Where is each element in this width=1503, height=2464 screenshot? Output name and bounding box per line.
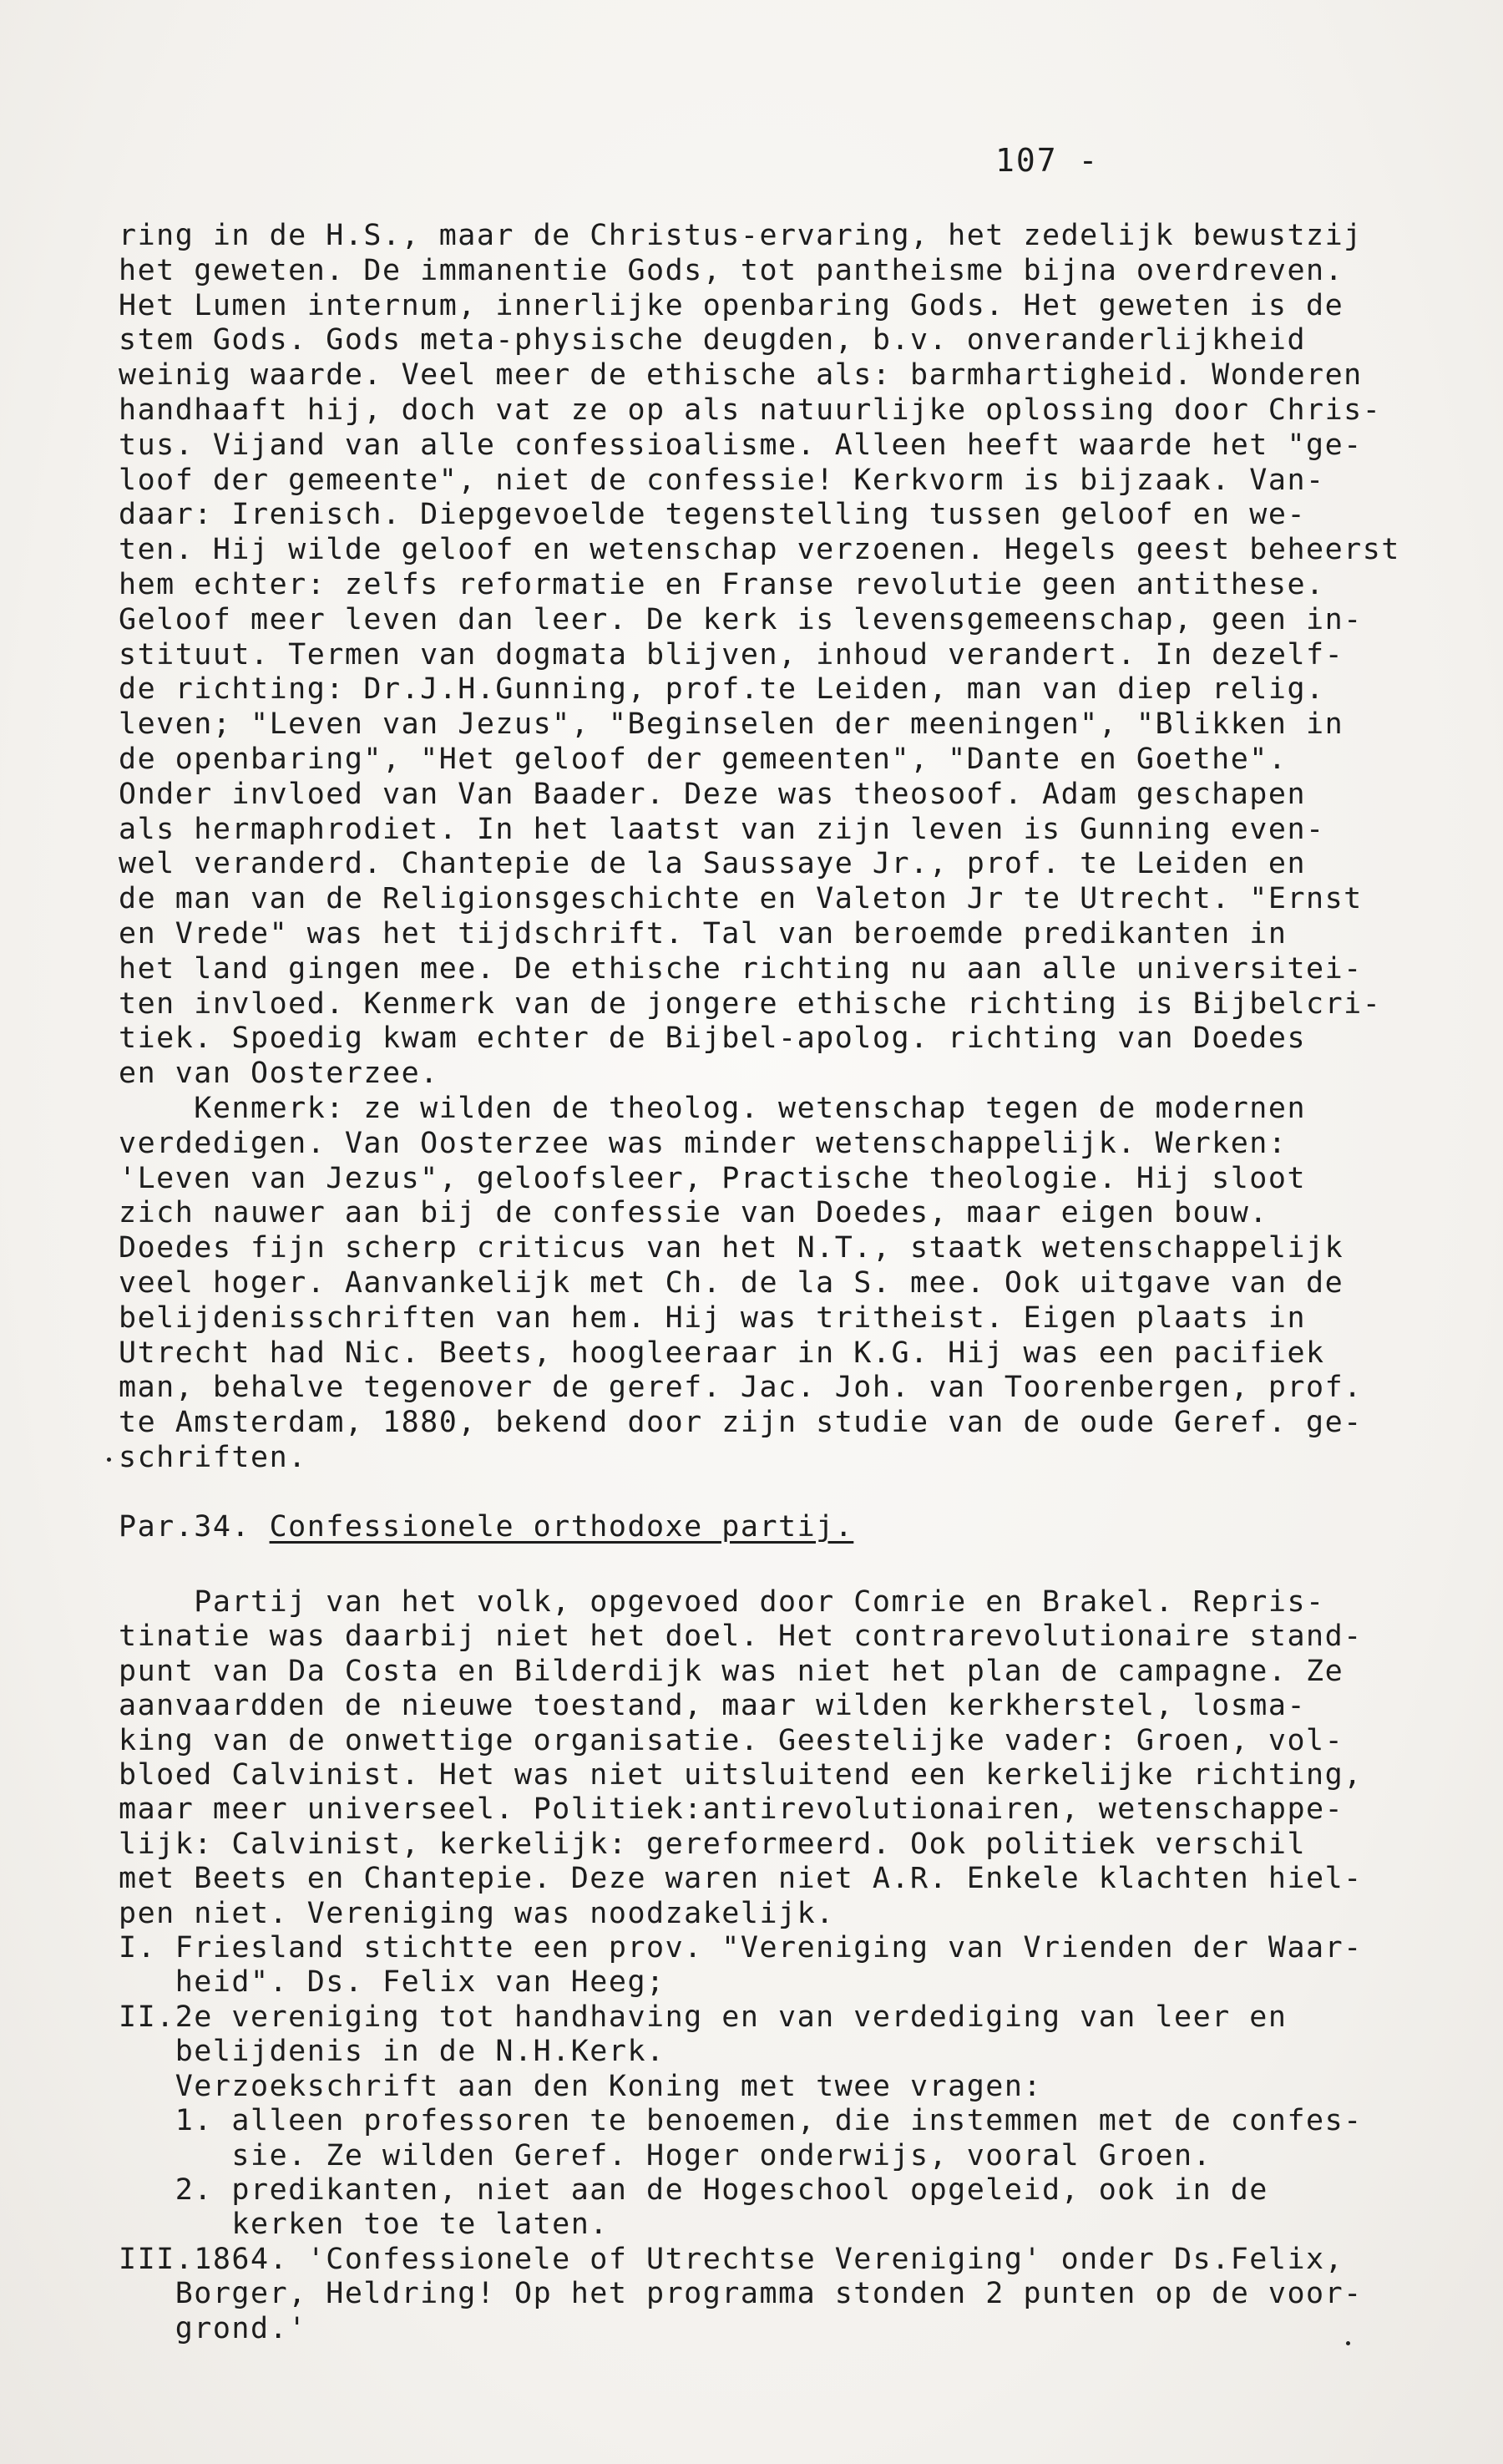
text-line: het land gingen mee. De ethische richting nu aan alle universitei-: [119, 951, 1363, 986]
text-line: handhaaft hij, doch vat ze op als natuurlijke oplossing door Chris-: [119, 393, 1382, 427]
text-line: 1. alleen professoren te benoemen, die instemmen met de confes-: [119, 2104, 1363, 2138]
text-line: heid". Ds. Felix van Heeg;: [119, 1965, 665, 2000]
text-line: I. Friesland stichtte een prov. "Vereniging van Vrienden der Waar-: [119, 1931, 1363, 1965]
text-line: belijdenisschriften van hem. Hij was tritheist. Eigen plaats in: [119, 1300, 1307, 1335]
text-line: stem Gods. Gods meta-physische deugden, b.v. onveranderlijkheid: [119, 323, 1307, 357]
text-line: verdedigen. Van Oosterzee was minder wetenschappelijk. Werken:: [119, 1126, 1288, 1160]
text-line: man, behalve tegenover de geref. Jac. Joh. van Toorenbergen, prof.: [119, 1371, 1363, 1405]
text-line: schriften.: [119, 1440, 307, 1474]
text-block-ethical-direction: [119, 219, 1400, 1476]
text-line: maar meer universeel. Politiek:antirevolutionairen, wetenschappe-: [119, 1792, 1344, 1827]
paper-speck: [1346, 2341, 1350, 2345]
text-line: Onder invloed van Van Baader. Deze was theosoof. Adam geschapen: [119, 777, 1307, 811]
text-line: Het Lumen internum, innerlijke openbaring Gods. Het geweten is de: [119, 288, 1344, 322]
text-line: bloed Calvinist. Het was niet uitsluitend een kerkelijke richting,: [119, 1758, 1363, 1792]
text-line: ten. Hij wilde geloof en wetenschap verzoenen. Hegels geest beheerst: [119, 533, 1400, 567]
text-line: kerken toe te laten.: [119, 2208, 609, 2242]
text-line: en van Oosterzee.: [119, 1057, 439, 1091]
text-line: tus. Vijand van alle confessioalisme. Alleen heeft waarde het "ge-: [119, 428, 1363, 462]
text-line: lijk: Calvinist, kerkelijk: gereformeerd. Ook politiek verschil: [119, 1827, 1307, 1861]
page-number: 107 -: [995, 142, 1100, 179]
text-line: ten invloed. Kenmerk van de jongere ethische richting is Bijbelcri-: [119, 986, 1382, 1021]
text-line: 2. predikanten, niet aan de Hogeschool opgeleid, ook in de: [119, 2172, 1268, 2207]
text-line: wel veranderd. Chantepie de la Saussaye Jr., prof. te Leiden en: [119, 847, 1307, 881]
text-line: Geloof meer leven dan leer. De kerk is levensgemeenschap, geen in-: [119, 602, 1363, 636]
text-line: te Amsterdam, 1880, bekend door zijn studie van de oude Geref. ge-: [119, 1406, 1363, 1440]
text-line: en Vrede" was het tijdschrift. Tal van beroemde predikanten in: [119, 916, 1288, 951]
text-block-confessional-party: [119, 1585, 1363, 2346]
text-line: Kenmerk: ze wilden de theolog. wetenschap tegen de modernen: [119, 1091, 1307, 1125]
text-line: Borger, Heldring! Op het programma stonden 2 punten op de voor-: [119, 2277, 1363, 2311]
text-line: loof der gemeente", niet de confessie! Kerkvorm is bijzaak. Van-: [119, 463, 1325, 497]
text-line: king van de onwettige organisatie. Geestelijke vader: Groen, vol-: [119, 1723, 1344, 1757]
section-heading: [119, 1510, 853, 1544]
text-line: punt van Da Costa en Bilderdijk was niet het plan de campagne. Ze: [119, 1654, 1344, 1688]
text-line: II.2e vereniging tot handhaving en van verdediging van leer en: [119, 2000, 1288, 2034]
text-line: hem echter: zelfs reformatie en Franse revolutie geen antithese.: [119, 567, 1325, 601]
text-line: de openbaring", "Het geloof der gemeenten", "Dante en Goethe".: [119, 742, 1288, 776]
text-line: Doedes fijn scherp criticus van het N.T., staatk wetenschappelijk: [119, 1231, 1344, 1265]
text-line: stituut. Termen van dogmata blijven, inhoud verandert. In dezelf-: [119, 637, 1344, 672]
text-line: Verzoekschrift aan den Koning met twee vragen:: [119, 2069, 1043, 2103]
text-line: Partij van het volk, opgevoed door Comrie en Brakel. Repris-: [119, 1585, 1325, 1619]
text-line: 'Leven van Jezus", geloofsleer, Practische theologie. Hij sloot: [119, 1161, 1307, 1195]
section-title: Confessionele orthodoxe partij.: [269, 1510, 854, 1544]
text-line: belijdenis in de N.H.Kerk.: [119, 2035, 665, 2069]
paper-speck: [107, 1458, 111, 1462]
text-line: de richting: Dr.J.H.Gunning, prof.te Leiden, man van diep relig.: [119, 672, 1325, 707]
text-line: weinig waarde. Veel meer de ethische als: barmhartigheid. Wonderen: [119, 358, 1363, 393]
text-line: daar: Irenisch. Diepgevoelde tegenstelling tussen geloof en we-: [119, 498, 1307, 532]
text-line: aanvaardden de nieuwe toestand, maar wilden kerkherstel, losma-: [119, 1689, 1307, 1723]
text-line: veel hoger. Aanvankelijk met Ch. de la S. mee. Ook uitgave van de: [119, 1265, 1344, 1300]
text-line: met Beets en Chantepie. Deze waren niet A.R. Enkele klachten hiel-: [119, 1862, 1363, 1896]
section-number: Par.34.: [119, 1510, 270, 1544]
text-line: Utrecht had Nic. Beets, hoogleeraar in K.G. Hij was een pacifiek: [119, 1336, 1325, 1370]
text-line: grond.': [119, 2311, 307, 2345]
text-line: tiek. Spoedig kwam echter de Bijbel-apolog. richting van Doedes: [119, 1022, 1307, 1056]
text-line: leven; "Leven van Jezus", "Beginselen der meeningen", "Blikken in: [119, 707, 1344, 742]
text-line: sie. Ze wilden Geref. Hoger onderwijs, vooral Groen.: [119, 2138, 1212, 2172]
text-line: pen niet. Vereniging was noodzakelijk.: [119, 1896, 835, 1930]
text-line: tinatie was daarbij niet het doel. Het contrarevolutionaire stand-: [119, 1620, 1363, 1654]
text-line: het geweten. De immanentie Gods, tot pantheisme bijna overdreven.: [119, 253, 1344, 287]
text-line: zich nauwer aan bij de confessie van Doedes, maar eigen bouw.: [119, 1196, 1268, 1230]
text-line: III.1864. 'Confessionele of Utrechtse Vereniging' onder Ds.Felix,: [119, 2242, 1344, 2276]
text-line: ring in de H.S., maar de Christus-ervaring, het zedelijk bewustzij: [119, 219, 1363, 252]
text-line: de man van de Religionsgeschichte en Valeton Jr te Utrecht. "Ernst: [119, 882, 1363, 916]
text-line: als hermaphrodiet. In het laatst van zijn leven is Gunning even-: [119, 812, 1325, 846]
